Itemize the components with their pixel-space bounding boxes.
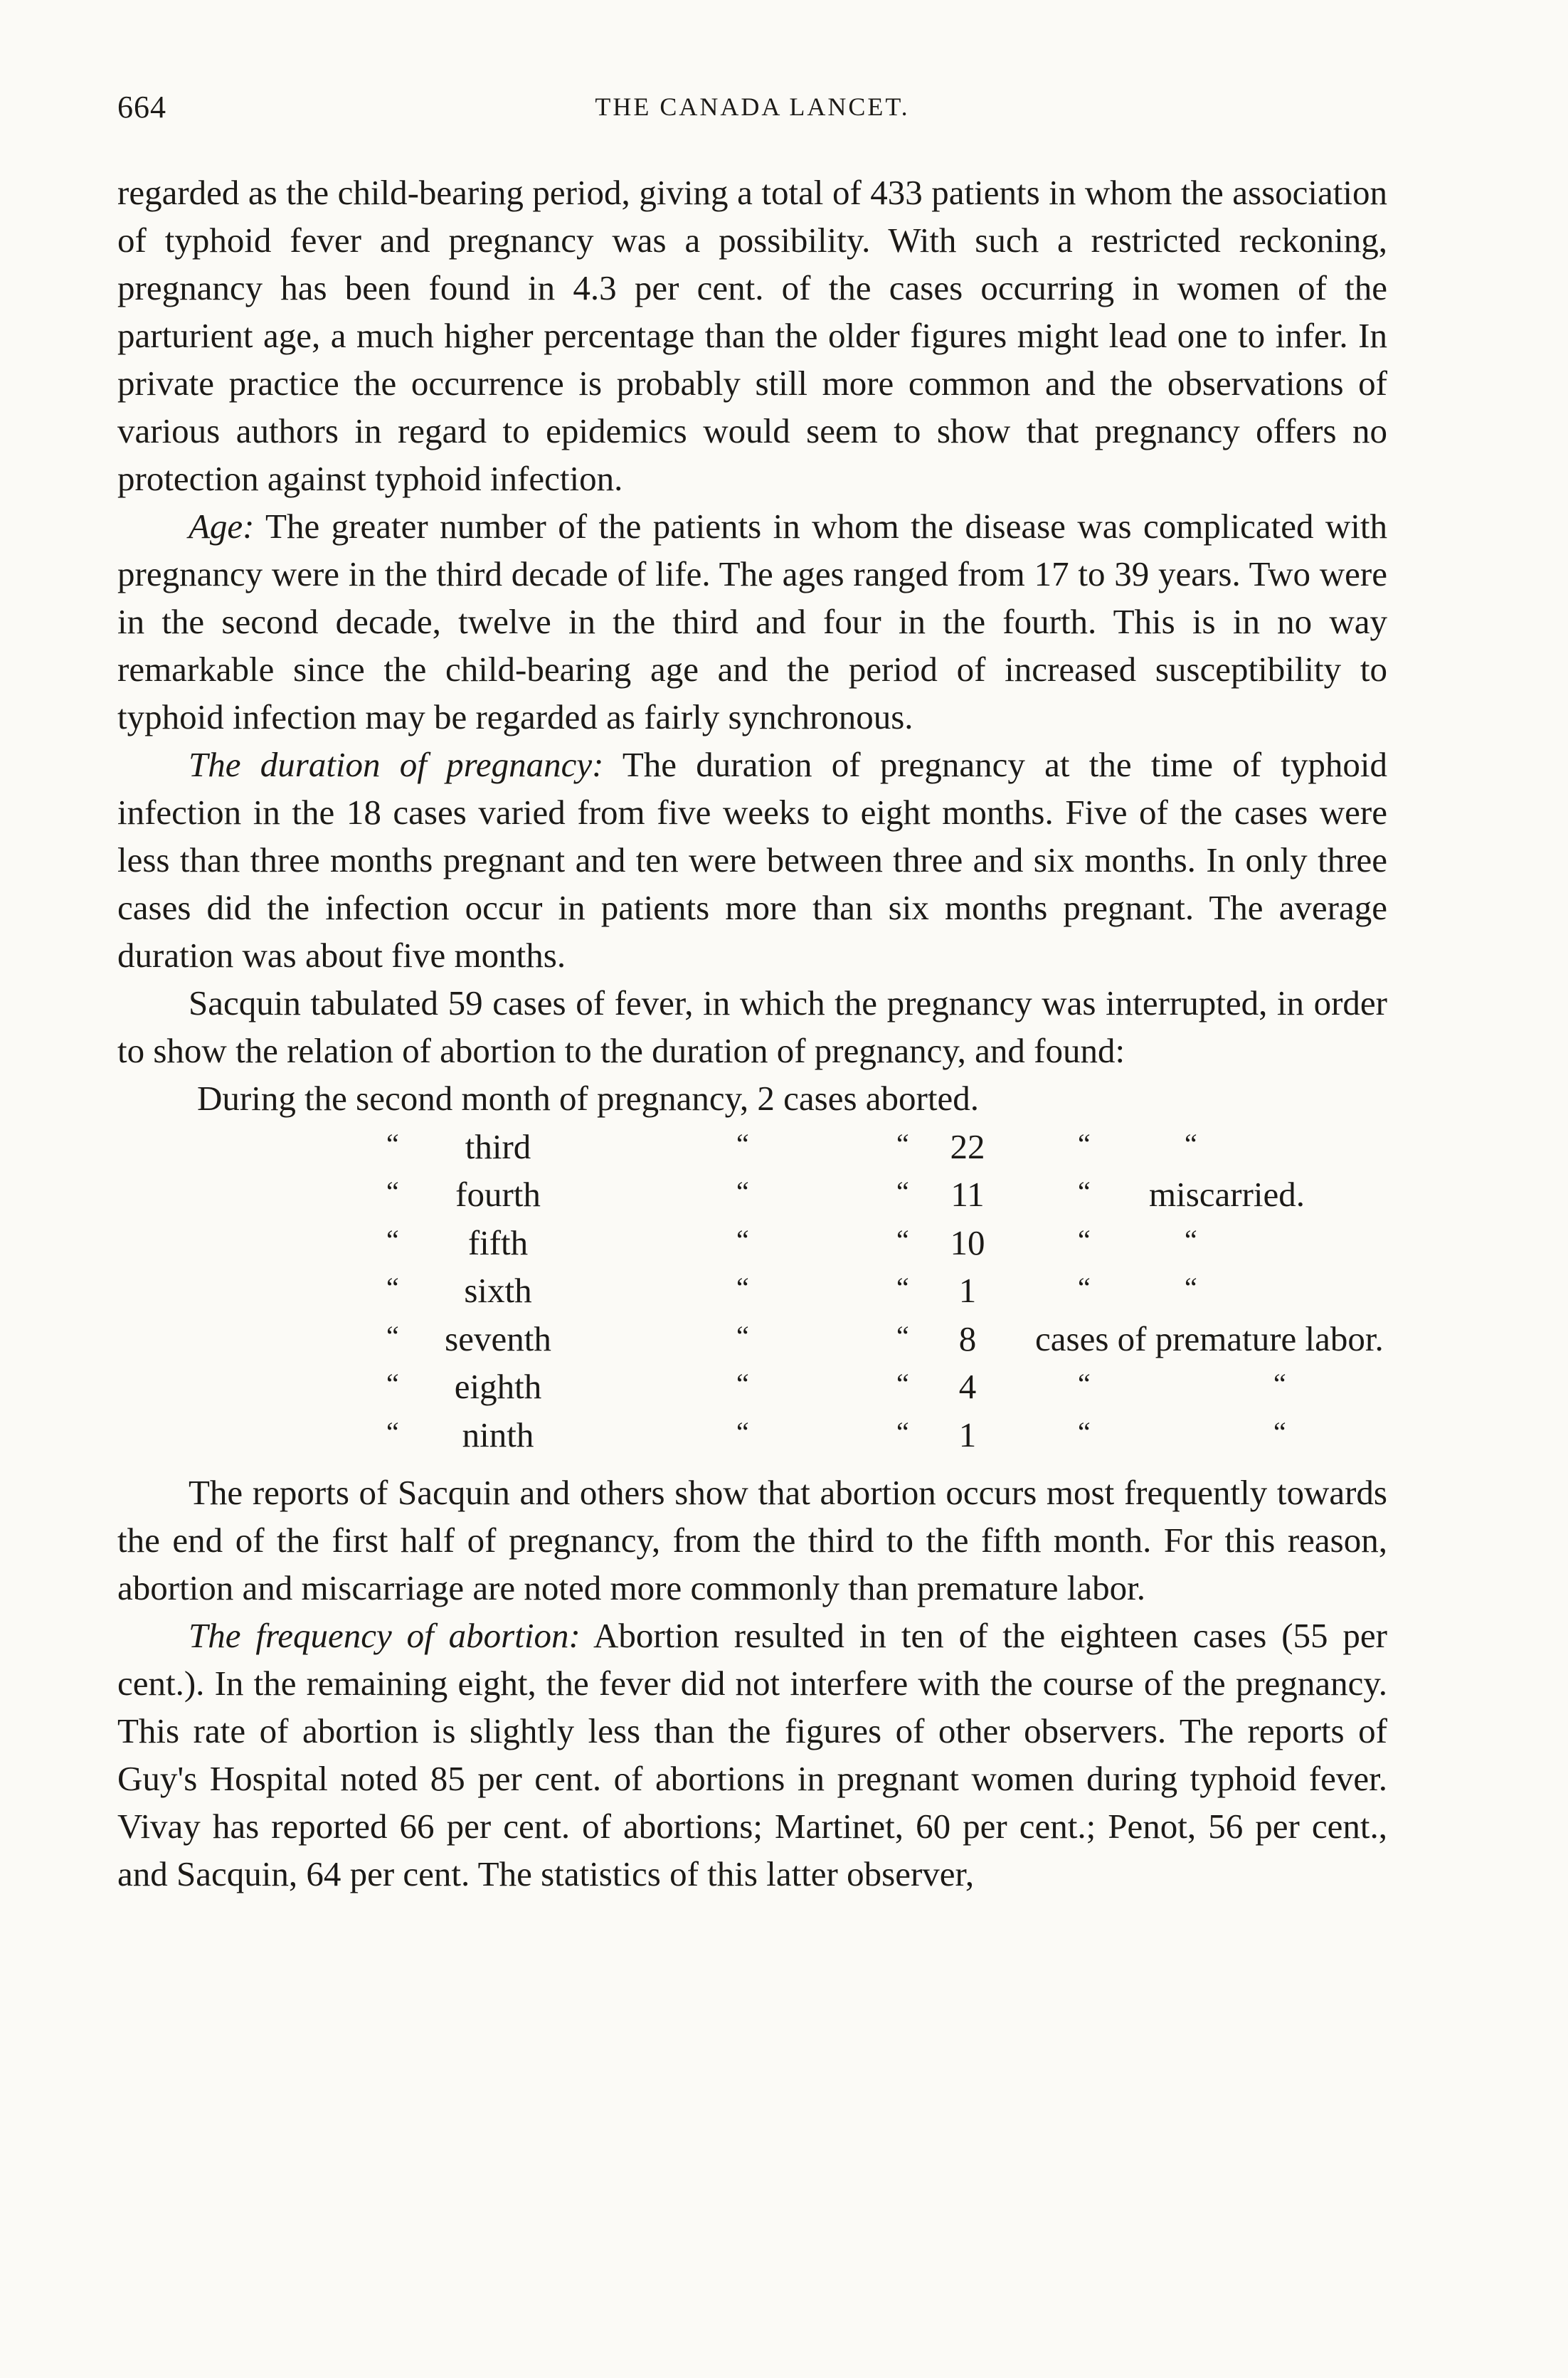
table-note: miscarried. [1149,1175,1305,1214]
table-count: 8 [958,1319,977,1358]
table-month: fourth [455,1175,541,1214]
ditto-mark: “ [736,1319,749,1352]
ditto-mark: “ [1185,1223,1197,1256]
ditto-mark: “ [896,1127,909,1160]
table-count: 1 [958,1415,977,1454]
ditto-mark: “ [736,1368,749,1400]
age-heading: Age: [189,507,255,546]
duration-text: The duration of pregnancy at the time of typhoid infection in the 18 cases varied from five weeks to eight months. Five of the cases were less than three months pregnant and ten were between three and six months. In only three cases did the infection occur in patients more than six months pregnant. The average duration was about five months. [117,745,1387,975]
ditto-mark: “ [896,1319,909,1352]
ditto-mark: “ [1273,1415,1286,1448]
ditto-mark: “ [896,1175,909,1208]
paragraph-duration [117,741,1387,979]
ditto-mark: “ [896,1415,909,1448]
page-number: 664 [117,90,166,125]
paragraph-age [117,502,1387,741]
table-count: 4 [958,1367,977,1406]
ditto-mark: “ [1078,1415,1091,1448]
paragraph-child-bearing: regarded as the child-bearing period, giving a total of 433 patients in whom the association of typhoid fever and pregnancy was a possibility. With such a restricted reckoning, pregnancy has been found in 4.3 per cent. of the cases occurring in women of the parturient age, a much higher percentage than the older figures might lead one to infer. In private practice the occurrence is probably still more common and the observations of various authors in regard to epidemics would seem to show that pregnancy offers no protection against typhoid infection. [117,173,1387,498]
table-month: fifth [467,1222,529,1262]
journal-title: THE CANADA LANCET. [595,93,910,121]
ditto-mark: “ [1185,1127,1197,1160]
table-row [117,1411,1387,1459]
table-row [117,1267,1387,1315]
table-count: 22 [950,1126,985,1166]
table-month: eighth [454,1367,542,1406]
paragraph-reports: The reports of Sacquin and others show that abortion occurs most frequently towards the end of the first half of pregnancy, from the third to the fifth month. For this reason, abortion and miscarriage are noted more commonly than premature labor. [117,1473,1387,1607]
table-row [117,1315,1387,1363]
ditto-mark: “ [736,1415,749,1448]
ditto-mark: “ [386,1272,399,1304]
table-count: 10 [950,1222,985,1262]
table-month: seventh [445,1319,551,1358]
ditto-mark: “ [736,1127,749,1160]
table-first-row: During the second month of pregnancy, 2 cases aborted. [197,1079,979,1118]
table-row [117,1363,1387,1411]
ditto-mark: “ [386,1127,399,1160]
ditto-mark: “ [1078,1127,1091,1160]
ditto-mark: “ [736,1223,749,1256]
table-month: ninth [462,1415,534,1454]
ditto-mark: “ [736,1175,749,1208]
ditto-mark: “ [386,1368,399,1400]
duration-heading: The duration of pregnancy: [189,745,604,784]
ditto-mark: “ [386,1223,399,1256]
ditto-mark: “ [386,1415,399,1448]
table-note: cases of premature labor. [1035,1319,1384,1358]
frequency-heading: The frequency of abortion: [189,1616,581,1655]
ditto-mark: “ [1273,1368,1286,1400]
table-row [117,1123,1387,1171]
ditto-mark: “ [1078,1175,1091,1208]
age-text: The greater number of the patients in whom the disease was complicated with pregnancy were in the third decade of life. The ages ranged from 17 to 39 years. Two were in the second decade, twelve in the third and four in the fourth. This is in no way remarkable since the child-bearing age and the period of increased susceptibility to typhoid infection may be regarded as fairly synchronous. [117,507,1387,736]
table-month: third [465,1126,531,1166]
paragraph-frequency [117,1612,1387,1898]
ditto-mark: “ [386,1175,399,1208]
table-month: sixth [464,1271,532,1310]
ditto-mark: “ [1078,1272,1091,1304]
ditto-mark: “ [896,1272,909,1304]
page [117,89,1387,1898]
ditto-mark: “ [896,1368,909,1400]
table-count: 11 [950,1175,985,1214]
paragraph-sacquin: Sacquin tabulated 59 cases of fever, in which the pregnancy was interrupted, in order to show the relation of abortion to the duration of pregnancy, and found: [117,983,1387,1070]
frequency-text: Abortion resulted in ten of the eighteen cases (55 per cent.). In the remaining eight, the fever did not interfere with the course of the pregnancy. This rate of abortion is slightly less than the figures of other observers. The reports of Guy's Hospital noted 85 per cent. of abortions in pregnant women during typhoid fever. Vivay has reported 66 per cent. of abortions; Martinet, 60 per cent.; Penot, 56 per cent., and Sacquin, 64 per cent. The statistics of this latter observer, [117,1616,1387,1893]
table-count: 1 [958,1271,977,1310]
table-row [117,1170,1387,1219]
ditto-mark: “ [1078,1223,1091,1256]
ditto-mark: “ [896,1223,909,1256]
ditto-mark: “ [736,1272,749,1304]
ditto-mark: “ [1185,1272,1197,1304]
table-row [117,1219,1387,1267]
ditto-mark: “ [386,1319,399,1352]
ditto-mark: “ [1078,1368,1091,1400]
table-row [117,1074,1387,1123]
abortion-month-table [117,1074,1387,1459]
running-head [117,89,1387,139]
